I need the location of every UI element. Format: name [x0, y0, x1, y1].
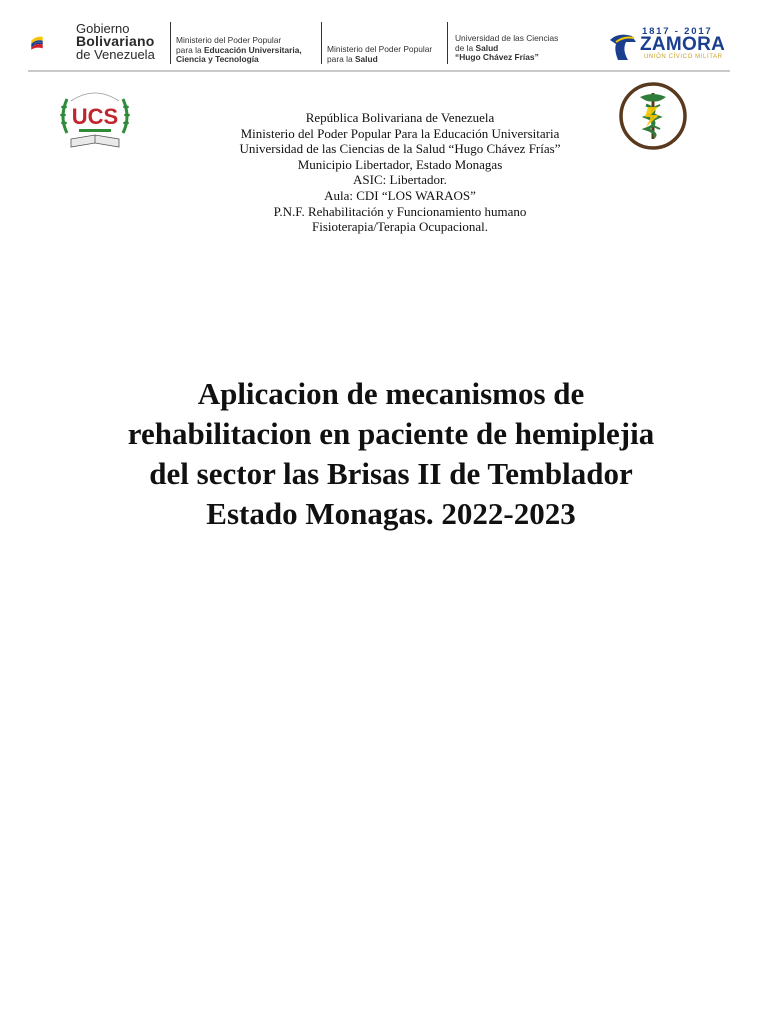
institution-line: P.N.F. Rehabilitación y Funcionamiento humano: [273, 203, 527, 219]
ucs-logo: [55, 87, 135, 155]
title-line: Aplicacion de mecanismos de: [197, 376, 585, 411]
institution-line: Municipio Libertador, Estado Monagas: [297, 156, 503, 172]
zamora-emblem-icon: [606, 30, 640, 64]
zamora-name: ZAMORA: [640, 34, 726, 55]
university-line-3: “Hugo Chávez Frías”: [455, 52, 539, 63]
institution-line: Aula: CDI “LOS WARAOS”: [324, 187, 476, 203]
ministry-education-line-3: Ciencia y Tecnología: [176, 54, 259, 65]
institution-line: ASIC: Libertador.: [353, 172, 447, 188]
gov-line-1: Gobierno: [76, 21, 130, 36]
ministry-health-bold: Salud: [354, 53, 378, 64]
title-line: rehabilitacion en paciente de hemiplejia: [127, 416, 655, 451]
header-separator: [447, 22, 448, 64]
venezuela-flag-icon: [30, 18, 76, 66]
header-separator: [170, 22, 171, 64]
ministry-health-line-2: para la Salud: [327, 53, 378, 64]
zamora-subtitle: UNIÓN CÍVICO MILITAR: [644, 54, 723, 60]
zamora-years: 1817 - 2017: [642, 26, 713, 37]
university-line-2: de la Salud: [455, 42, 499, 53]
institution-info: [150, 110, 650, 235]
zamora-logo: [606, 26, 724, 70]
gobierno-bolivariano-logo: [76, 22, 155, 61]
university-bold: Salud: [475, 42, 499, 53]
university-line-1: Universidad de las Ciencias: [455, 33, 559, 43]
institution-line: Fisioterapia/Terapia Ocupacional.: [312, 219, 488, 235]
institution-line: Ministerio del Poder Popular Para la Educación Universitaria: [240, 125, 560, 141]
institution-line: Universidad de las Ciencias de la Salud “Hugo Chávez Frías”: [239, 141, 561, 157]
header-divider: [28, 70, 730, 72]
title-line: del sector las Brisas II de Temblador: [149, 456, 633, 491]
ministry-health-label: [327, 45, 432, 64]
ministry-education-bold: Educación Universitaria,: [203, 44, 302, 55]
header-separator: [321, 22, 322, 64]
institution-line: República Bolivariana de Venezuela: [305, 110, 495, 125]
ministry-education-label: [176, 36, 302, 65]
gov-line-2: Bolivariano: [76, 33, 155, 49]
university-label: [455, 34, 558, 63]
document-title: [60, 374, 722, 534]
gov-line-3: de Venezuela: [76, 47, 155, 62]
ucs-logo-text: UCS: [71, 104, 119, 129]
title-line: Estado Monagas. 2022-2023: [206, 496, 576, 531]
ministry-education-line-2: para la Educación Universitaria,: [176, 44, 302, 55]
ministry-education-line-1: Ministerio del Poder Popular: [176, 35, 282, 45]
ministry-health-line-1: Ministerio del Poder Popular: [327, 44, 433, 54]
